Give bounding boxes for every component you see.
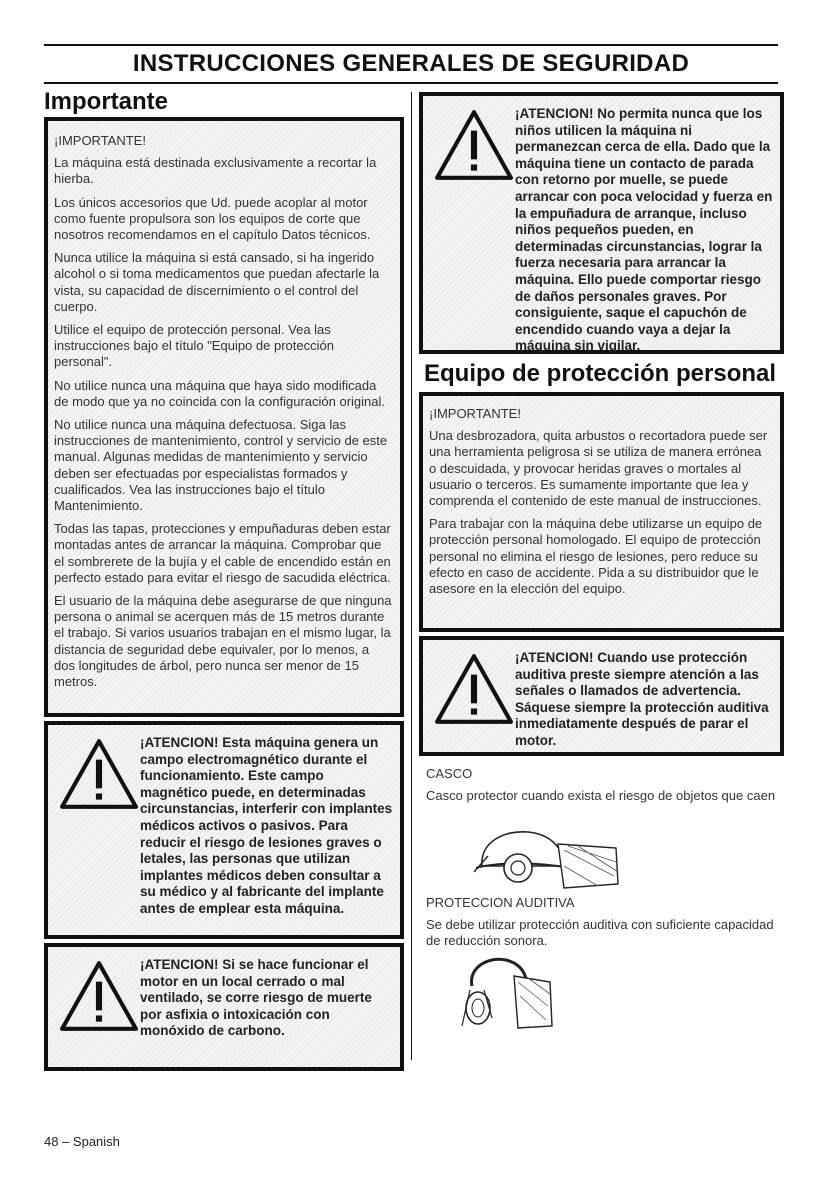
important-paragraph: Una desbrozadora, quita arbustos o recortadora puede ser una herramienta peligrosa si se utiliza de manera errónea o descuidada, y provocar heridas graves o mortales al usuario o terceros. Es sumamente importante que lea y comprenda el contenido de este manual de instrucciones. bbox=[429, 428, 768, 509]
proteccion-auditiva-text: Se debe utilizar protección auditiva con suficiente capacidad de reducción sonora. bbox=[426, 917, 774, 948]
important-label: ¡IMPORTANTE! bbox=[429, 406, 521, 421]
warning-box-carbon bbox=[44, 943, 404, 1071]
helmet-illustration-icon bbox=[468, 826, 628, 892]
warning-text: ¡ATENCION! Cuando use protección auditiva preste siempre atención a las señales o llamados de advertencia. Sáquese siempre la protección auditiva inmediatamente después de parar el motor. bbox=[515, 650, 769, 748]
column-divider bbox=[411, 92, 412, 1060]
important-paragraph: No utilice nunca una máquina defectuosa. Siga las instrucciones de mantenimiento, control y servicio de este manual. Algunas medidas de mantenimiento y servicio deben ser efectuadas por especialistas formados y cualificados. Vea las instrucciones bajo el título Mantenimiento. bbox=[54, 417, 388, 514]
ear-protection-illustration-icon bbox=[458, 956, 558, 1032]
important-paragraph: Utilice el equipo de protección personal. Vea las instrucciones bajo el título "Equipo de protección personal". bbox=[54, 322, 334, 370]
proteccion-auditiva-title: PROTECCION AUDITIVA bbox=[426, 895, 575, 910]
important-label: ¡IMPORTANTE! bbox=[54, 133, 146, 148]
title-rule bbox=[44, 82, 778, 84]
page-title: INSTRUCCIONES GENERALES DE SEGURIDAD bbox=[132, 50, 690, 77]
page-number: 48 – Spanish bbox=[44, 1134, 120, 1149]
warning-triangle-icon bbox=[433, 652, 515, 726]
important-paragraph: Para trabajar con la máquina debe utilizarse un equipo de protección personal homologado. El equipo de protección personal no elimina el riesgo de lesiones, pero reduce su efecto en caso de accidente. Pida a su distribuidor que le asesore en la elección del equipo. bbox=[429, 516, 763, 597]
warning-text: ¡ATENCION! Esta máquina genera un campo electromagnético durante el funcionamiento. Este campo magnético puede, en determinadas circunstancias, interferir con implantes médicos activos o pasivos. Para reducir el riesgo de lesiones graves o letales, las personas que utilizan implantes médicos deben consultar a su médico y al fabricante del implante antes de emplear esta máquina. bbox=[140, 735, 393, 916]
important-paragraph: Todas las tapas, protecciones y empuñaduras deben estar montadas antes de arrancar la máquina. Comprobar que el sombrerete de la bujía y el cable de encendido están en perfecto estado para evitar el riesgo de sacudida eléctrica. bbox=[54, 521, 391, 585]
casco-text: Casco protector cuando exista el riesgo de objetos que caen bbox=[426, 788, 776, 803]
top-rule bbox=[44, 44, 778, 46]
warning-box-children bbox=[419, 92, 784, 354]
important-box-right bbox=[419, 392, 784, 632]
important-paragraph: Nunca utilice la máquina si está cansado, si ha ingerido alcohol o si toma medicamentos que puedan afectarle la vista, su capacidad de discernimiento o el control del cuerpo. bbox=[54, 250, 380, 314]
section-heading-importante: Importante bbox=[44, 88, 169, 115]
important-paragraph: La máquina está destinada exclusivamente a recortar la hierba. bbox=[54, 155, 377, 187]
warning-box-hearing bbox=[419, 636, 784, 756]
casco-title: CASCO bbox=[426, 766, 473, 781]
warning-triangle-icon bbox=[433, 108, 515, 182]
important-box-left bbox=[44, 117, 404, 717]
warning-triangle-icon bbox=[58, 959, 140, 1033]
warning-triangle-icon bbox=[58, 737, 140, 811]
important-paragraph: El usuario de la máquina debe asegurarse de que ninguna persona o animal se acerquen más de 15 metros durante el trabajo. Si varios usuarios trabajan en el mismo lugar, la distancia de seguridad debe equivaler, por lo menos, a dos longitudes de árbol, pero nunca ser menor de 15 metros. bbox=[54, 593, 392, 690]
section-heading-equipo: Equipo de protección personal bbox=[424, 360, 777, 387]
warning-text: ¡ATENCION! Si se hace funcionar el motor en un local cerrado o mal ventilado, se corre riesgo de muerte por asfixia o intoxicación con monóxido de carbono. bbox=[140, 957, 372, 1039]
important-paragraph: Los únicos accesorios que Ud. puede acoplar al motor como fuente propulsora son los equipos de corte que nosotros recomendamos en el capítulo Datos técnicos. bbox=[54, 194, 371, 243]
important-paragraph: No utilice nunca una máquina que haya sido modificada de modo que ya no coincida con la configuración original. bbox=[54, 377, 385, 409]
warning-box-magnetic bbox=[44, 721, 404, 939]
warning-text: ¡ATENCION! No permita nunca que los niños utilicen la máquina ni permanezcan cerca de ella. Dado que la máquina tiene un contacto de parada con retorno por muelle, se puede arrancar con poca velocidad y fuerza en la empuñadura de arranque, incluso niños pequeños pueden, en determinadas circunstancias, lograr la fuerza necesaria para arrancar la máquina. Ello puede comportar riesgo de daños personales graves. Por consiguiente, saque el capuchón de encendido cuando vaya a dejar la máquina sin vigilar. bbox=[515, 106, 773, 354]
